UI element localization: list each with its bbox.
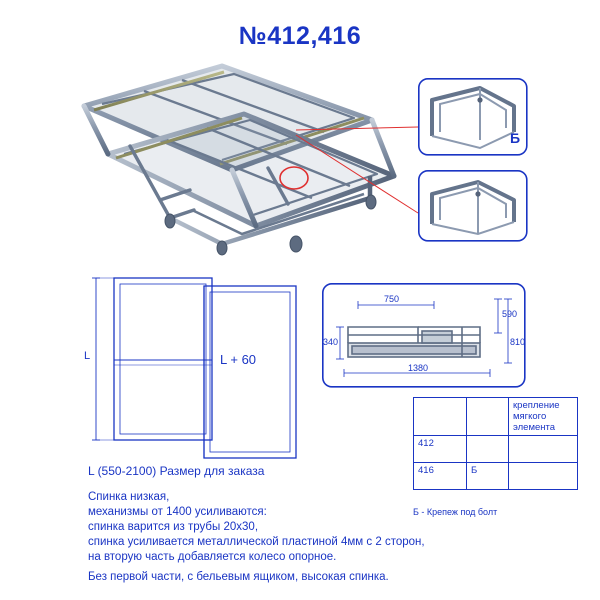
elevation-drawing — [84, 272, 308, 454]
note-line-6: Без первой части, с бельевым ящиком, высокая спинка. — [88, 571, 389, 583]
table-cell-empty-1 — [414, 398, 467, 436]
table-cell-note-416 — [509, 463, 578, 490]
note-line-1: Спинка низкая, — [88, 491, 170, 503]
table-cell-code-416: 416 — [414, 463, 467, 490]
dim-590: 590 — [502, 309, 518, 319]
table-row — [414, 436, 578, 463]
note-line-2: механизмы от 1400 усиливаются: — [88, 506, 267, 518]
table-cell-mark-412 — [467, 436, 509, 463]
table-row — [414, 463, 578, 490]
detail-panel-top — [418, 78, 528, 156]
table-header-mounting: крепление мягкого элемента — [509, 398, 578, 436]
page-title: №412,416 — [238, 22, 362, 50]
elevation-caption: L (550-2100) Размер для заказа — [88, 464, 265, 478]
table-cell-empty-2 — [467, 398, 509, 436]
note-line-4: спинка усиливается металлической пластиной 4мм с 2 сторон, — [88, 536, 425, 548]
table-footnote: Б - Крепеж под болт — [413, 507, 498, 517]
elevation-label-L-plus-60: L + 60 — [220, 352, 257, 367]
note-line-3: спинка варится из трубы 20х30, — [88, 521, 259, 533]
dim-810: 810 — [510, 337, 526, 347]
table-cell-note-412 — [509, 436, 578, 463]
detail-label-b-top: Б — [510, 130, 521, 146]
notes-block — [88, 490, 558, 585]
dim-750: 750 — [384, 294, 400, 304]
table-cell-code-412: 412 — [414, 436, 467, 463]
table-row-header — [414, 398, 578, 436]
mounting-table — [413, 397, 578, 490]
side-view-panel — [322, 283, 526, 388]
note-line-5: на вторую часть добавляется колесо опорное. — [88, 551, 337, 563]
elevation-label-L: L — [84, 350, 91, 362]
detail-panel-bottom — [418, 170, 528, 242]
table-cell-mark-416: Б — [467, 463, 509, 490]
dim-340: 340 — [323, 337, 339, 347]
dim-1380: 1380 — [408, 363, 429, 373]
